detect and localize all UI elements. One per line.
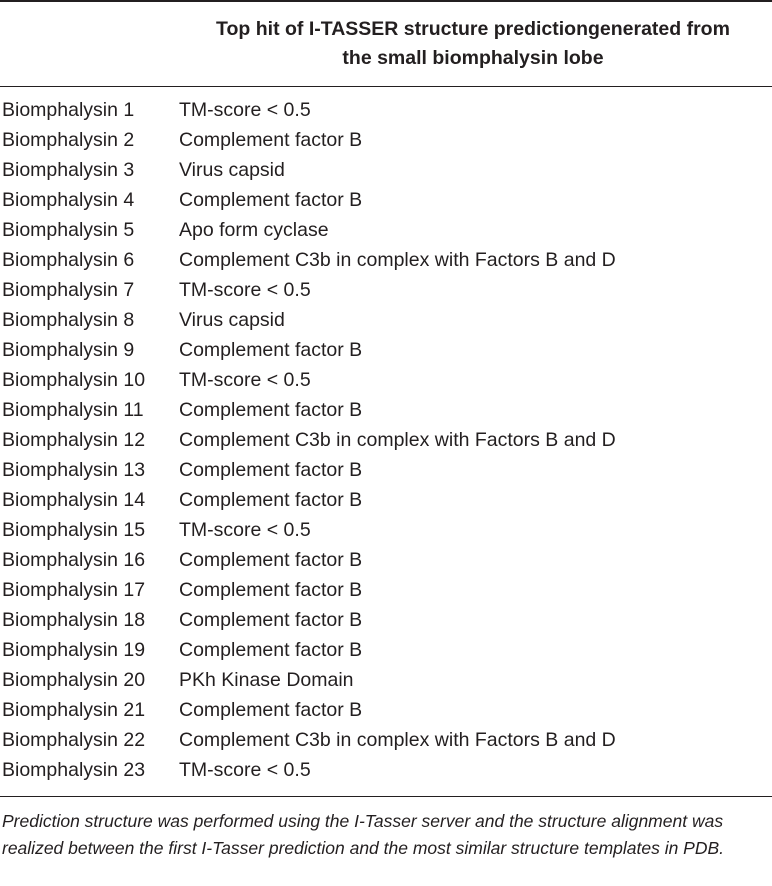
top-hit-cell: Virus capsid [179, 309, 285, 331]
table-row [0, 305, 772, 335]
protein-name-cell: Biomphalysin 20 [2, 669, 146, 691]
table-bottom-rule [0, 796, 772, 797]
table-row [0, 545, 772, 575]
protein-name-cell: Biomphalysin 19 [2, 639, 146, 661]
top-hit-cell: Complement factor B [179, 339, 363, 361]
protein-name-cell: Biomphalysin 13 [2, 459, 146, 481]
table-row [0, 455, 772, 485]
table-row [0, 665, 772, 695]
top-hit-cell: Complement factor B [179, 639, 363, 661]
column-header-line-1: Top hit of I-TASSER structure predictiongenerated from [216, 18, 730, 40]
top-hit-cell: Apo form cyclase [179, 219, 329, 241]
protein-name-cell: Biomphalysin 22 [2, 729, 146, 751]
protein-name-cell: Biomphalysin 7 [2, 279, 135, 301]
top-hit-cell: Complement factor B [179, 699, 363, 721]
table-row [0, 725, 772, 755]
top-hit-cell: Complement C3b in complex with Factors B and D [179, 729, 616, 751]
protein-name-cell: Biomphalysin 11 [2, 399, 144, 421]
table-row [0, 575, 772, 605]
table-row [0, 635, 772, 665]
table-footnote: Prediction structure was performed using the I-Tasser server and the structure alignment was realized between the first I-Tasser prediction and the most similar structure templates in PDB. [2, 811, 725, 858]
protein-name-cell: Biomphalysin 4 [2, 189, 135, 211]
protein-name-cell: Biomphalysin 3 [2, 159, 135, 181]
column-header [179, 15, 767, 73]
table-row [0, 125, 772, 155]
table-row [0, 185, 772, 215]
protein-name-cell: Biomphalysin 16 [2, 549, 146, 571]
top-hit-cell: TM-score < 0.5 [179, 759, 311, 781]
protein-name-cell: Biomphalysin 9 [2, 339, 135, 361]
top-hit-cell: Complement C3b in complex with Factors B and D [179, 249, 616, 271]
table-top-rule [0, 0, 772, 2]
top-hit-cell: Complement factor B [179, 189, 363, 211]
table-row [0, 515, 772, 545]
table-row [0, 155, 772, 185]
top-hit-cell: Complement factor B [179, 489, 363, 511]
top-hit-cell: Complement factor B [179, 129, 363, 151]
table-row [0, 425, 772, 455]
protein-name-cell: Biomphalysin 6 [2, 249, 135, 271]
column-header-line-2: the small biomphalysin lobe [342, 47, 604, 69]
protein-name-cell: Biomphalysin 23 [2, 759, 146, 781]
table-row [0, 245, 772, 275]
header-rule [0, 86, 772, 87]
table-row [0, 605, 772, 635]
table-row [0, 275, 772, 305]
protein-name-cell: Biomphalysin 17 [2, 579, 146, 601]
table-row [0, 365, 772, 395]
protein-name-cell: Biomphalysin 1 [2, 99, 135, 121]
protein-name-cell: Biomphalysin 21 [2, 699, 146, 721]
top-hit-cell: Complement factor B [179, 549, 363, 571]
top-hit-cell: Complement factor B [179, 609, 363, 631]
top-hit-cell: TM-score < 0.5 [179, 279, 311, 301]
protein-name-cell: Biomphalysin 8 [2, 309, 135, 331]
table-row [0, 485, 772, 515]
table-row [0, 395, 772, 425]
table-row [0, 695, 772, 725]
protein-name-cell: Biomphalysin 5 [2, 219, 135, 241]
top-hit-cell: Complement factor B [179, 459, 363, 481]
protein-name-cell: Biomphalysin 2 [2, 129, 135, 151]
protein-name-cell: Biomphalysin 10 [2, 369, 146, 391]
table-row [0, 335, 772, 365]
table-row [0, 95, 772, 125]
table-body [0, 95, 772, 785]
top-hit-cell: TM-score < 0.5 [179, 519, 311, 541]
protein-name-cell: Biomphalysin 12 [2, 429, 146, 451]
table-row [0, 755, 772, 785]
protein-name-cell: Biomphalysin 18 [2, 609, 146, 631]
top-hit-cell: PKh Kinase Domain [179, 669, 354, 691]
top-hit-cell: TM-score < 0.5 [179, 369, 311, 391]
top-hit-cell: Virus capsid [179, 159, 285, 181]
top-hit-cell: Complement factor B [179, 579, 363, 601]
protein-name-cell: Biomphalysin 15 [2, 519, 146, 541]
top-hit-cell: Complement factor B [179, 399, 363, 421]
top-hit-cell: Complement C3b in complex with Factors B and D [179, 429, 616, 451]
protein-name-cell: Biomphalysin 14 [2, 489, 146, 511]
table-row [0, 215, 772, 245]
top-hit-cell: TM-score < 0.5 [179, 99, 311, 121]
